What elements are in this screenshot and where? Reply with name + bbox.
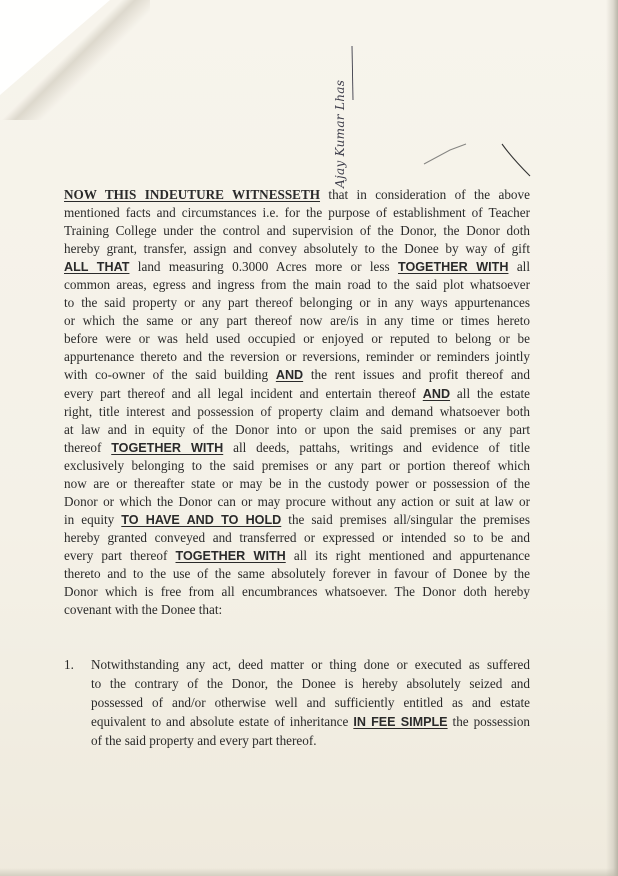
- text-run: in equity: [64, 511, 122, 527]
- text-run: all deeds, pattahs, writings and evidence of title: [223, 439, 530, 455]
- text-line: [64, 457, 530, 475]
- text-run: exclusively belonging to the said premises or any part or portion thereof which: [64, 457, 530, 473]
- text-line: [64, 439, 530, 457]
- text-run: possessed of and/or otherwise well and sufficiently entitled as and estate: [91, 695, 530, 710]
- bold-underlined-keyword: ALL THAT: [64, 260, 130, 275]
- text-line: [64, 204, 530, 222]
- text-run: Notwithstanding any act, deed matter or thing done or executed as suffered: [91, 657, 530, 672]
- text-run: before were or was held used occupied or enjoyed or reputed to belong or be: [64, 331, 530, 347]
- bold-underlined-keyword: TOGETHER WITH: [111, 440, 224, 455]
- text-run: or which the same or any part thereof now are/is in any time or times hereto: [64, 313, 530, 329]
- pen-mark-dash: [420, 138, 470, 168]
- text-run: thereto and to the use of the same absolutely forever in favour of Donee by the: [64, 565, 530, 581]
- bold-underlined-keyword: TOGETHER WITH: [398, 260, 509, 275]
- text-line: [64, 547, 530, 565]
- text-line: [64, 240, 530, 258]
- text-line: [64, 222, 530, 240]
- text-run: appurtenance thereto and the reversion or reversions, reminder or reminders jointly: [64, 349, 530, 365]
- text-line: [64, 276, 530, 294]
- text-line: [64, 565, 530, 583]
- text-run: every part thereof: [64, 547, 176, 563]
- text-run: common areas, egress and ingress from the main road to the said plot whatsoever: [64, 277, 530, 293]
- text-run: thereof: [64, 439, 112, 455]
- page-bottom-shadow: [0, 868, 618, 876]
- text-line: [64, 348, 530, 366]
- bold-underlined-keyword: AND: [422, 386, 451, 401]
- signature-text: Ajay Kumar Lhas: [333, 79, 347, 188]
- text-run: every part thereof and all legal incident and entertain thereof: [64, 385, 423, 401]
- text-line: [91, 674, 530, 693]
- bold-underlined-keyword: AND: [275, 368, 304, 383]
- text-line: [64, 186, 530, 204]
- text-run: now are or thereafter state or may be in the custody power or possession of the: [64, 475, 530, 491]
- text-run: land measuring 0.3000 Acres more or less: [129, 259, 398, 275]
- text-run: Donor which is free from all encumbrances whatsoever. The Donor doth hereby: [64, 584, 530, 600]
- text-run: at law and in equity of the Donor into or upon the said premises or any part: [64, 421, 530, 437]
- text-run: all the estate: [450, 385, 530, 401]
- text-line: [64, 493, 530, 511]
- text-line: [64, 511, 530, 529]
- deed-main-paragraph: [64, 186, 530, 619]
- text-line: [64, 385, 530, 403]
- page-edge-shadow: [606, 0, 618, 876]
- folded-corner: [0, 0, 110, 95]
- text-run: mentioned facts and circumstances i.e. for the purpose of establishment of Teacher: [64, 205, 530, 221]
- text-line: [64, 601, 530, 619]
- text-line: [64, 294, 530, 312]
- text-line: [64, 421, 530, 439]
- text-line: [91, 655, 530, 674]
- text-line: [91, 712, 530, 731]
- text-run: of the said property and every part thereof.: [91, 733, 317, 748]
- bold-underlined-keyword: IN FEE SIMPLE: [353, 715, 448, 729]
- text-run: the possession: [447, 714, 531, 729]
- text-line: [64, 403, 530, 421]
- text-run: all its right mentioned and appurtenance: [285, 547, 530, 563]
- text-line: [64, 330, 530, 348]
- text-line: [64, 312, 530, 330]
- text-run: to the said property or any part thereof belonging or in any ways appurtenances: [64, 295, 530, 311]
- text-line: [91, 731, 530, 750]
- text-run: hereby granted conveyed and transferred or expressed or intended so to be and: [64, 529, 530, 545]
- text-run: to the contrary of the Donor, the Donee is hereby absolutely seized and: [91, 676, 530, 691]
- bold-underlined-keyword: TOGETHER WITH: [175, 548, 286, 563]
- text-line: [64, 475, 530, 493]
- text-line: [91, 693, 530, 712]
- bold-underlined-keyword: NOW THIS INDEUTURE WITNESSETH: [64, 187, 321, 202]
- text-run: covenant with the Donee that:: [64, 602, 223, 618]
- text-run: right, title interest and possession of property claim and demand whatsoever both: [64, 403, 530, 419]
- text-line: [64, 258, 530, 276]
- bold-underlined-keyword: TO HAVE AND TO HOLD: [121, 512, 282, 527]
- clause-number: 1.: [64, 657, 74, 672]
- text-run: hereby grant, transfer, assign and convey absolutely to the Donee by way of gift: [64, 241, 530, 257]
- text-run: Donor or which the Donor can or may procure without any action or suit at law or: [64, 493, 530, 509]
- text-line: [64, 583, 530, 601]
- clause-text: [91, 655, 530, 750]
- text-line: [64, 366, 530, 384]
- text-run: the rent issues and profit thereof and: [303, 367, 530, 383]
- text-run: equivalent to and absolute estate of inheritance: [91, 714, 354, 729]
- text-run: Training College under the control and supervision of the Donor, the Donor doth: [64, 223, 530, 239]
- pen-mark-slash: [498, 140, 534, 180]
- text-run: with co-owner of the said building: [64, 367, 276, 383]
- text-run: that in consideration of the above: [320, 187, 530, 202]
- text-line: [64, 529, 530, 547]
- text-run: all: [508, 259, 530, 275]
- handwritten-signature: [322, 40, 362, 190]
- text-run: the said premises all/singular the premises: [281, 511, 530, 527]
